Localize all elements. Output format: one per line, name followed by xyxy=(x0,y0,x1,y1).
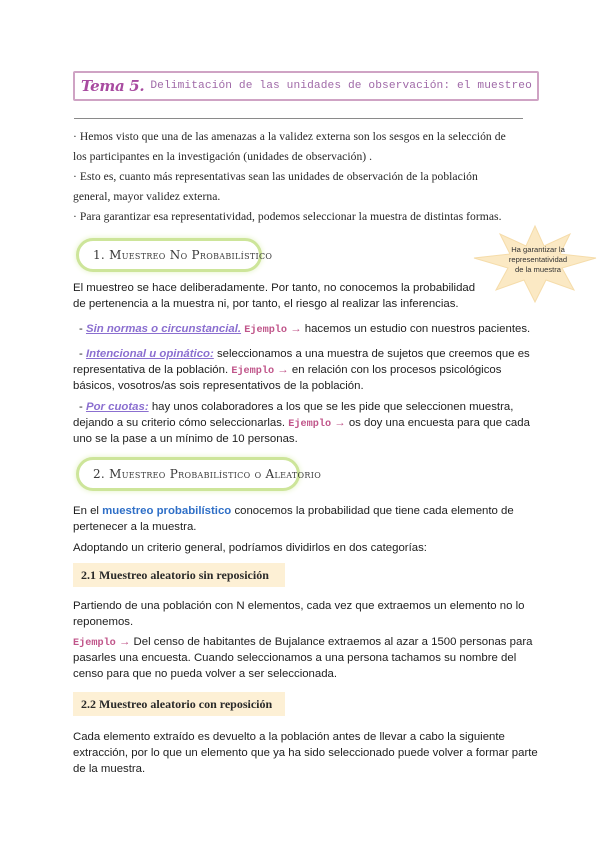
section2-intro-line: pertenecer a la muestra. xyxy=(73,521,197,533)
section2-intro-line xyxy=(73,503,514,519)
title-divider xyxy=(74,118,523,119)
sub2-line: extracción, por lo que un elemento que ya ha sido seleccionado puede volver a formar parte xyxy=(73,747,538,759)
star-note-line: Ha garantizar la xyxy=(511,245,565,254)
topic-label: Tema 5. xyxy=(81,77,145,95)
item-text: os doy una encuesta para que cada xyxy=(348,417,530,429)
intro-line: · Hemos visto que una de las amenazas a la validez externa son los sesgos en la selección de xyxy=(73,130,506,143)
section-heading-text: 2. Muestreo Probabilístico o Aleatorio xyxy=(93,467,322,481)
item-text: en relación con los procesos psicológicos xyxy=(291,364,502,376)
section1-intro-line: El muestreo se hace deliberadamente. Por tanto, no conocemos la probabilidad xyxy=(73,282,476,294)
term-muestreo-probabilistico: muestreo probabilístico xyxy=(102,505,232,517)
example-label: Ejemplo xyxy=(244,325,288,336)
sub1-line: reponemos. xyxy=(73,616,134,628)
title-box xyxy=(73,71,539,101)
list-item-intencional xyxy=(79,346,530,362)
section2-paragraph: Adoptando un criterio general, podríamos dividirlos en dos categorías: xyxy=(73,542,427,554)
intro-line: los participantes en la investigación (unidades de observación) . xyxy=(73,150,373,163)
list-dash: - xyxy=(79,401,83,413)
star-note xyxy=(485,245,591,275)
arrow-icon: → xyxy=(118,636,131,648)
section-heading-probabilistic xyxy=(76,457,322,491)
page-title: Delimitación de las unidades de observación: el muestreo xyxy=(150,80,532,92)
term-intencional: Intencional u opinático: xyxy=(85,348,214,360)
star-note-line: representatividad xyxy=(508,255,568,264)
sub2-line: de la muestra. xyxy=(73,763,146,775)
item-text: hay unos colaboradores a los que se les pide que seleccionen muestra, xyxy=(151,401,514,413)
subheading-text: 2.1 Muestreo aleatorio sin reposición xyxy=(81,567,269,582)
arrow-icon: → xyxy=(334,417,346,429)
arrow-icon: → xyxy=(290,323,302,335)
term-cuotas: Por cuotas: xyxy=(85,401,149,413)
intro-line: · Para garantizar esa representatividad, podemos seleccionar la muestra de distintas formas. xyxy=(73,210,502,223)
star-note-line: de la muestra xyxy=(514,265,561,274)
list-dash: - xyxy=(79,348,83,360)
item-text: En el xyxy=(73,505,99,517)
item-text: uno se la pase a un mínimo de 10 personas. xyxy=(73,433,298,445)
subheading-text: 2.2 Muestreo aleatorio con reposición xyxy=(81,696,273,711)
example-label: Ejemplo xyxy=(288,419,332,430)
arrow-icon: → xyxy=(277,364,289,376)
item-text: hacemos un estudio con nuestros pacientes. xyxy=(304,323,531,335)
list-item-circunstancial xyxy=(79,321,530,339)
item-text: representativa de la población. xyxy=(73,364,229,376)
item-text: Del censo de habitantes de Bujalance extraemos al azar a 1500 personas para xyxy=(133,636,533,648)
example-label: Ejemplo xyxy=(231,366,275,377)
list-item-cuotas xyxy=(79,399,513,415)
section-heading-non-probabilistic xyxy=(76,238,273,272)
subheading-sin-reposicion xyxy=(73,563,285,587)
item-text: seleccionamos a una muestra de sujetos que creemos que es xyxy=(216,348,530,360)
example-label: Ejemplo xyxy=(73,638,116,649)
intro-line: general, mayor validez externa. xyxy=(73,190,221,203)
sub1-line: Partiendo de una población con N elementos, cada vez que extraemos un elemento no lo xyxy=(73,600,525,612)
item-text: básicos, vosotros/as sois representativos de la población. xyxy=(73,380,364,392)
sub1-example-line: censo para que no pueda volver a ser seleccionada. xyxy=(73,668,338,680)
subheading-con-reposicion xyxy=(73,692,285,716)
section1-intro-line: de pertenencia a la muestra ni, por tanto, el riesgo al realizar las inferencias. xyxy=(73,298,459,310)
sub2-line: Cada elemento extraído es devuelto a la población antes de llevar a cabo la siguiente xyxy=(73,731,505,743)
list-dash: - xyxy=(79,323,83,335)
item-text: conocemos la probabilidad que tiene cada elemento de xyxy=(234,505,514,517)
section-heading-text: 1. Muestreo No Probabilístico xyxy=(93,248,273,262)
sub1-example-line: pasarles una encuesta. Cuando seleccionamos a una persona tachamos su nombre del xyxy=(73,652,517,664)
term-circunstancial: Sin normas o circunstancial. xyxy=(85,323,242,335)
intro-line: · Esto es, cuanto más representativas sean las unidades de observación de la población xyxy=(73,170,478,183)
item-text: dejando a su criterio cómo seleccionarlas. xyxy=(73,417,286,429)
